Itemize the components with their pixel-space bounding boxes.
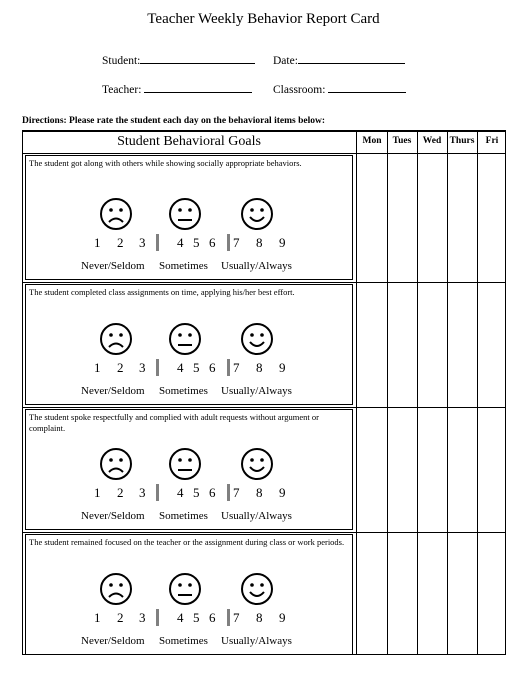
scale-number: 3 — [139, 360, 146, 375]
rating-cell-fri[interactable] — [478, 533, 507, 654]
column-divider — [356, 132, 357, 654]
neutral-face-icon — [168, 322, 202, 356]
goal-statement: The student remained focused on the teacher or the assignment during class or work periods. — [29, 537, 345, 547]
rating-cell-thurs[interactable] — [448, 408, 477, 529]
date-field[interactable] — [273, 52, 405, 67]
rating-cell-tues[interactable] — [388, 154, 417, 279]
day-header-tues: Tues — [392, 136, 412, 146]
scale-number: 5 — [193, 235, 200, 250]
scale-number: 7 — [233, 610, 240, 625]
neutral-face-icon — [168, 572, 202, 606]
student-label: Student: — [102, 55, 141, 67]
scale-label: Never/Seldom — [81, 385, 145, 397]
date-line[interactable] — [298, 52, 405, 64]
sad-face-icon — [99, 322, 133, 356]
scale-number: 5 — [193, 485, 200, 500]
rating-scale — [23, 572, 353, 652]
scale-label: Sometimes — [159, 385, 208, 397]
directions-text: Directions: Please rate the student each day on the behavioral items below: — [22, 116, 325, 126]
rating-scale — [23, 322, 353, 402]
scale-label: Usually/Always — [221, 510, 292, 522]
neutral-face-icon — [168, 447, 202, 481]
scale-number: 1 — [94, 360, 101, 375]
rating-cell-wed[interactable] — [418, 408, 447, 529]
goals-header: Student Behavioral Goals — [117, 134, 261, 149]
scale-number: 4 — [177, 360, 184, 375]
scale-number: 2 — [117, 485, 124, 500]
happy-face-icon — [240, 447, 274, 481]
scale-separator — [227, 234, 230, 251]
rating-scale — [23, 197, 353, 277]
day-header-thurs: Thurs — [449, 136, 475, 146]
scale-number: 3 — [139, 485, 146, 500]
scale-number: 1 — [94, 235, 101, 250]
scale-number: 2 — [117, 235, 124, 250]
rating-cell-fri[interactable] — [478, 408, 507, 529]
scale-separator — [156, 234, 159, 251]
happy-face-icon — [240, 572, 274, 606]
classroom-field[interactable] — [273, 81, 406, 96]
page-title: Teacher Weekly Behavior Report Card — [147, 11, 380, 27]
rating-cell-fri[interactable] — [478, 154, 507, 279]
goal-statement: The student spoke respectfully and complied with adult requests without argument or complaint. — [29, 412, 319, 433]
sad-face-icon — [99, 197, 133, 231]
rating-cell-wed[interactable] — [418, 283, 447, 404]
scale-number: 4 — [177, 485, 184, 500]
rating-cell-mon[interactable] — [358, 154, 387, 279]
scale-number: 7 — [233, 360, 240, 375]
sad-face-icon — [99, 447, 133, 481]
student-line[interactable] — [140, 52, 255, 64]
scale-number: 7 — [233, 485, 240, 500]
rating-cell-wed[interactable] — [418, 533, 447, 654]
scale-number: 1 — [94, 485, 101, 500]
scale-label: Usually/Always — [221, 260, 292, 272]
scale-number: 9 — [279, 485, 286, 500]
rating-cell-tues[interactable] — [388, 283, 417, 404]
scale-number: 8 — [256, 360, 263, 375]
student-field[interactable] — [102, 52, 255, 67]
scale-number: 4 — [177, 610, 184, 625]
rating-cell-tues[interactable] — [388, 408, 417, 529]
rating-cell-thurs[interactable] — [448, 283, 477, 404]
scale-number: 9 — [279, 610, 286, 625]
teacher-field[interactable] — [102, 81, 252, 96]
scale-label: Sometimes — [159, 635, 208, 647]
scale-label: Never/Seldom — [81, 510, 145, 522]
rating-cell-mon[interactable] — [358, 408, 387, 529]
teacher-line[interactable] — [144, 81, 252, 93]
scale-number: 9 — [279, 360, 286, 375]
scale-separator — [227, 484, 230, 501]
scale-number: 6 — [209, 360, 216, 375]
rating-cell-thurs[interactable] — [448, 533, 477, 654]
scale-number: 3 — [139, 610, 146, 625]
scale-number: 9 — [279, 235, 286, 250]
scale-separator — [156, 484, 159, 501]
rating-cell-mon[interactable] — [358, 533, 387, 654]
scale-number: 3 — [139, 235, 146, 250]
scale-number: 1 — [94, 610, 101, 625]
scale-number: 8 — [256, 235, 263, 250]
teacher-label: Teacher: — [102, 84, 142, 96]
scale-number: 2 — [117, 610, 124, 625]
happy-face-icon — [240, 322, 274, 356]
sad-face-icon — [99, 572, 133, 606]
scale-number: 6 — [209, 485, 216, 500]
scale-separator — [227, 359, 230, 376]
scale-number: 7 — [233, 235, 240, 250]
rating-cell-fri[interactable] — [478, 283, 507, 404]
happy-face-icon — [240, 197, 274, 231]
scale-label: Sometimes — [159, 510, 208, 522]
rating-cell-wed[interactable] — [418, 154, 447, 279]
scale-number: 6 — [209, 610, 216, 625]
scale-separator — [156, 359, 159, 376]
scale-separator — [156, 609, 159, 626]
scale-label: Never/Seldom — [81, 635, 145, 647]
goal-statement: The student got along with others while showing socially appropriate behaviors. — [29, 158, 302, 168]
scale-number: 8 — [256, 485, 263, 500]
scale-number: 5 — [193, 360, 200, 375]
scale-number: 2 — [117, 360, 124, 375]
scale-label: Never/Seldom — [81, 260, 145, 272]
rating-cell-tues[interactable] — [388, 533, 417, 654]
date-label: Date: — [273, 55, 298, 67]
scale-number: 8 — [256, 610, 263, 625]
day-header-fri: Fri — [485, 136, 499, 146]
scale-label: Usually/Always — [221, 385, 292, 397]
scale-label: Usually/Always — [221, 635, 292, 647]
goal-statement: The student completed class assignments on time, applying his/her best effort. — [29, 287, 295, 297]
rating-scale — [23, 447, 353, 527]
classroom-label: Classroom: — [273, 84, 326, 96]
day-header-mon: Mon — [362, 136, 382, 146]
scale-label: Sometimes — [159, 260, 208, 272]
neutral-face-icon — [168, 197, 202, 231]
scale-separator — [227, 609, 230, 626]
scale-number: 5 — [193, 610, 200, 625]
scale-number: 4 — [177, 235, 184, 250]
day-header-wed: Wed — [422, 136, 442, 146]
classroom-line[interactable] — [328, 81, 406, 93]
scale-number: 6 — [209, 235, 216, 250]
behavior-table — [22, 130, 506, 655]
rating-cell-mon[interactable] — [358, 283, 387, 404]
rating-cell-thurs[interactable] — [448, 154, 477, 279]
